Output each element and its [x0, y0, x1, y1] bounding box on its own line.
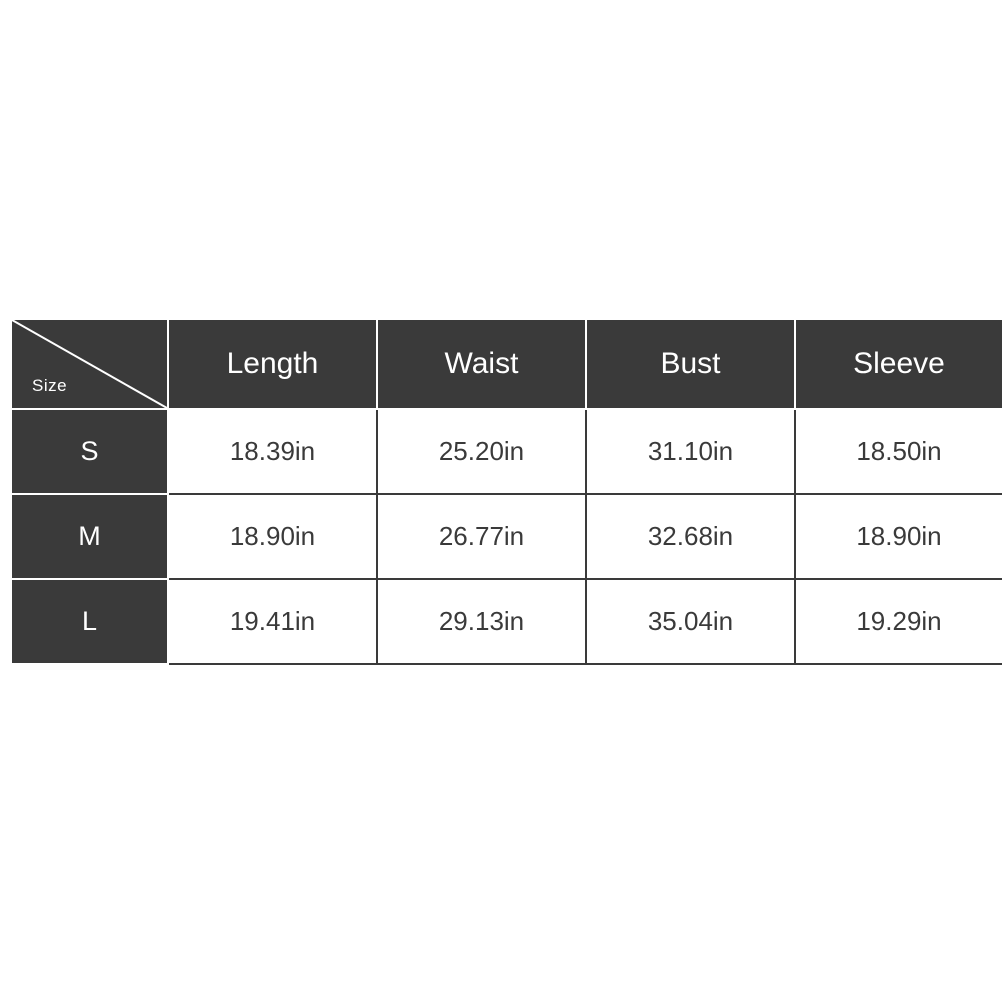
column-header-waist: Waist	[377, 319, 586, 409]
cell-waist: 29.13in	[377, 579, 586, 664]
cell-length: 18.39in	[168, 409, 377, 494]
column-header-bust: Bust	[586, 319, 795, 409]
cell-bust: 32.68in	[586, 494, 795, 579]
table-header-row	[11, 319, 1002, 409]
column-header-length: Length	[168, 319, 377, 409]
row-header-size: M	[11, 494, 168, 579]
row-header-size: L	[11, 579, 168, 664]
table-row	[11, 494, 1002, 579]
cell-sleeve: 18.90in	[795, 494, 1002, 579]
row-header-size: S	[11, 409, 168, 494]
table-row	[11, 579, 1002, 664]
column-header-sleeve: Sleeve	[795, 319, 1002, 409]
cell-waist: 26.77in	[377, 494, 586, 579]
cell-sleeve: 18.50in	[795, 409, 1002, 494]
cell-sleeve: 19.29in	[795, 579, 1002, 664]
cell-waist: 25.20in	[377, 409, 586, 494]
table-row	[11, 409, 1002, 494]
cell-bust: 35.04in	[586, 579, 795, 664]
size-corner-label: Size	[32, 376, 68, 395]
cell-length: 19.41in	[168, 579, 377, 664]
cell-bust: 31.10in	[586, 409, 795, 494]
size-chart-container	[10, 318, 992, 665]
size-corner-cell	[11, 319, 168, 409]
size-chart-table	[10, 318, 1002, 665]
cell-length: 18.90in	[168, 494, 377, 579]
